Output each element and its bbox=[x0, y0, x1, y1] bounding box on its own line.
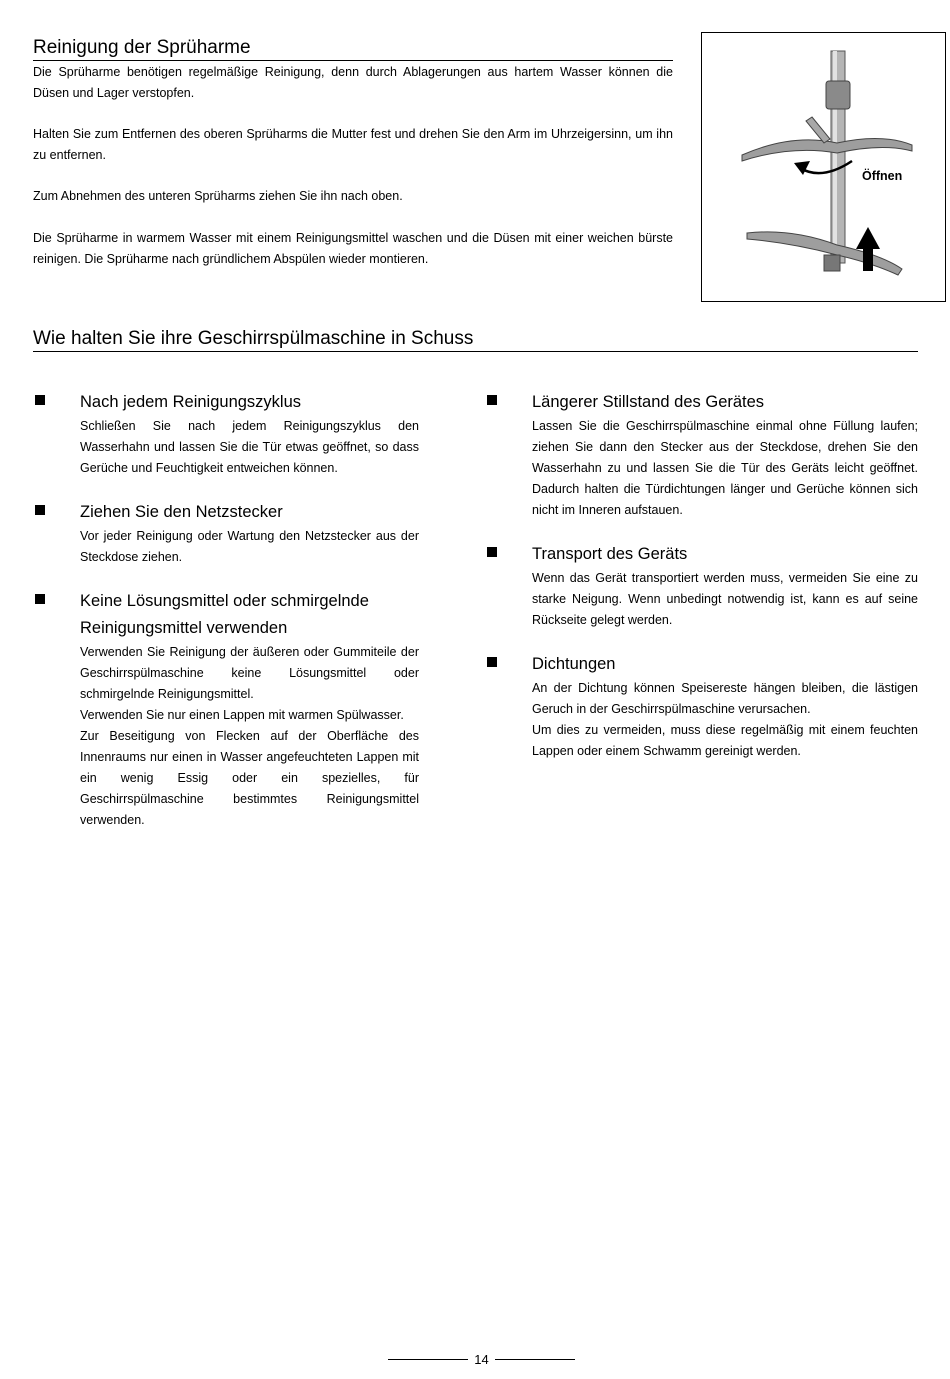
care-section-no-solvents bbox=[33, 588, 419, 831]
section-body: Lassen Sie die Geschirrspülmaschine einmal ohne Füllung laufen; ziehen Sie dann den Stecker aus der Steckdose, drehen Sie den Wasserhahn zu und lassen Sie die Tür des Geräts leicht geöffnet. Dadurch halten die Türdichtungen länger und Gerüche können sich nicht im Inneren aufstauen. bbox=[532, 419, 918, 517]
care-section-seals bbox=[485, 651, 918, 762]
care-section-after-cycle bbox=[33, 389, 419, 479]
section-body: Verwenden Sie Reinigung der äußeren oder Gummiteile der Geschirrspülmaschine keine Lösungsmittel oder schmirgelnde Reinigungsmittel. bbox=[80, 645, 419, 701]
spray-paragraph-3: Zum Abnehmen des unteren Sprüharms ziehen Sie ihn nach oben. bbox=[33, 189, 403, 203]
section-title: Keine Lösungsmittel oder schmirgelnde Reinigungsmittel verwenden bbox=[80, 592, 369, 637]
section-body: Schließen Sie nach jedem Reinigungszyklus den Wasserhahn und lassen Sie die Tür etwas geöffnet, so dass Gerüche und Feuchtigkeit entweichen können. bbox=[80, 419, 419, 475]
open-label: Öffnen bbox=[862, 169, 903, 183]
spray-paragraph-2: Halten Sie zum Entfernen des oberen Sprüharms die Mutter fest und drehen Sie den Arm im Uhrzeigersinn, um ihn zu entfernen. bbox=[33, 127, 673, 162]
section-title: Nach jedem Reinigungszyklus bbox=[80, 393, 302, 411]
spray-arm-illustration bbox=[702, 33, 945, 301]
care-section-transport bbox=[485, 541, 918, 631]
section-body: Zur Beseitigung von Flecken auf der Oberfläche des Innenraums nur einen in Wasser angefeuchteten Lappen mit ein wenig Essig oder ein spezielles, für Geschirrspülmaschine bestimmtes Reinigungsmittel verwenden. bbox=[80, 729, 419, 827]
section-body: Vor jeder Reinigung oder Wartung den Netzstecker aus der Steckdose ziehen. bbox=[80, 529, 419, 564]
footer-rule-right bbox=[495, 1359, 575, 1360]
square-bullet-icon bbox=[35, 594, 45, 604]
section-title: Ziehen Sie den Netzstecker bbox=[80, 503, 283, 521]
section-title: Längerer Stillstand des Gerätes bbox=[532, 393, 765, 411]
spray-paragraph-1: Die Sprüharme benötigen regelmäßige Reinigung, denn durch Ablagerungen aus hartem Wasser können die Düsen und Lager verstopfen. bbox=[33, 65, 673, 100]
care-section-unplug bbox=[33, 499, 419, 568]
section-title: Dichtungen bbox=[532, 655, 616, 673]
page-number: 14 bbox=[474, 1352, 489, 1367]
care-heading: Wie halten Sie ihre Geschirrspülmaschine in Schuss bbox=[33, 328, 918, 352]
spray-arms-heading: Reinigung der Sprüharme bbox=[33, 37, 673, 61]
spray-arm-figure bbox=[701, 32, 946, 302]
care-right-column bbox=[485, 389, 918, 782]
square-bullet-icon bbox=[487, 547, 497, 557]
section-body: Verwenden Sie nur einen Lappen mit warmen Spülwasser. bbox=[80, 708, 404, 722]
spray-paragraph-4: Die Sprüharme in warmem Wasser mit einem Reinigungsmittel waschen und die Düsen mit einer weichen bürste reinigen. Die Sprüharme nach gründlichem Abspülen wieder montieren. bbox=[33, 231, 673, 266]
care-left-column bbox=[33, 389, 419, 851]
page-footer bbox=[388, 1350, 575, 1370]
square-bullet-icon bbox=[35, 395, 45, 405]
square-bullet-icon bbox=[487, 395, 497, 405]
square-bullet-icon bbox=[35, 505, 45, 515]
section-body: Um dies zu vermeiden, muss diese regelmäßig mit einem feuchten Lappen oder einem Schwamm gereinigt werden. bbox=[532, 723, 918, 758]
section-body: Wenn das Gerät transportiert werden muss, vermeiden Sie eine zu starke Neigung. Wenn unbedingt notwendig ist, kann es auf seine Rückseite gelegt werden. bbox=[532, 571, 918, 627]
section-body: An der Dichtung können Speisereste hängen bleiben, die lästigen Geruch in der Geschirrspülmaschine verursachen. bbox=[532, 681, 918, 716]
care-section-long-standstill bbox=[485, 389, 918, 521]
section-title: Transport des Geräts bbox=[532, 545, 688, 563]
square-bullet-icon bbox=[487, 657, 497, 667]
